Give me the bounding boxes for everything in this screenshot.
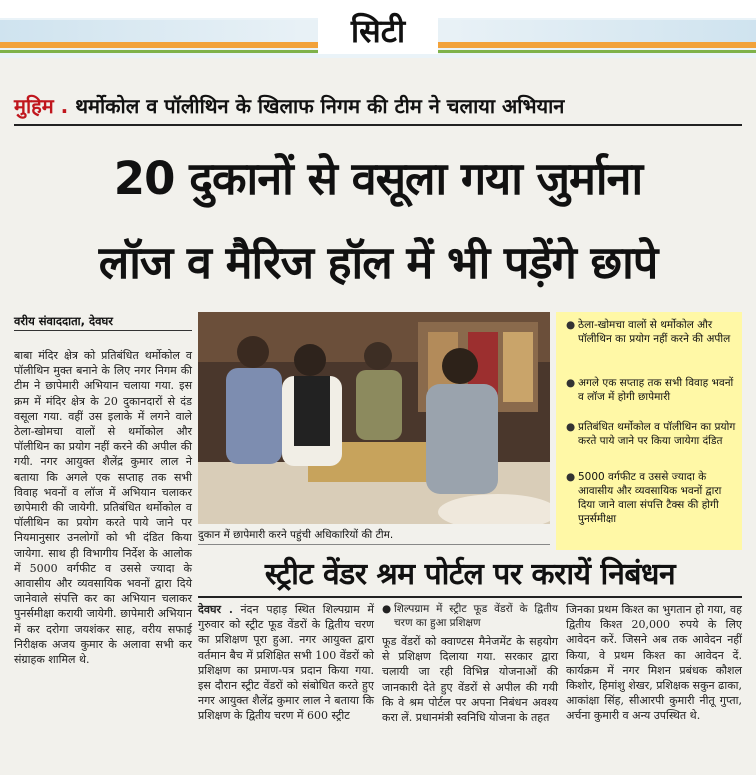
second-story-col-2: ● शिल्पग्राम में स्ट्रीट फूड वेंडरों के द्वितीय चरण का हुआ प्रशिक्षण फूड वेंडरों को क्वाण्टस मैनेजमेंट के सहयोग से प्रशिक्षण दिलाया गया. सरकार द्वारा चलायी जा रही विभिन्न योजनाओं की जानकारी देते हुए वेंडरों से अपील की गयी कि वे श्रम पोर्टल पर अपना निबंधन अवश्य करा लें. प्रधानमंत्री स्वनिधि योजना के तहत bbox=[382, 603, 558, 725]
kicker-text: थर्मोकोल व पॉलीथिन के खिलाफ निगम की टीम ने चलाया अभियान bbox=[68, 94, 565, 118]
byline: वरीय संवाददाता, देवघर bbox=[14, 314, 113, 328]
second-story-headline: स्ट्रीट वेंडर श्रम पोर्टल पर करायें निबंधन bbox=[264, 557, 676, 592]
pull-quote: ● शिल्पग्राम में स्ट्रीट फूड वेंडरों के द्वितीय चरण का हुआ प्रशिक्षण bbox=[382, 603, 558, 629]
headline-line-2: लॉज व मैरिज हॉल में भी पड़ेंगे छापे bbox=[98, 236, 658, 289]
second-story-col-1: देवघर . नंदन पहाड़ स्थित शिल्पग्राम में गुरुवार को स्ट्रीट फूड वेंडरों के द्वितीय चरण का प्रशिक्षण पूरा हुआ. नगर आयुक्त द्वारा वर्तमान बैच में प्रशिक्षित सभी 100 वेंडरों को प्रशिक्षण का प्रमाण-पत्र प्रदान किया गया. इस दौरान स्ट्रीट वेंडरों को संबोधित करते हुए नगर आयुक्त शैलेंद्र कुमार लाल ने बताया कि प्रशिक्षण के द्वितीय चरण में 600 स्ट्रीट bbox=[198, 603, 374, 723]
kicker bbox=[14, 92, 564, 119]
main-story-text: बाबा मंदिर क्षेत्र को प्रतिबंधित थर्मोकोल व पॉलीथिन मुक्त बनाने के लिए नगर निगम की टीम ने छापेमारी अभियान चलाया गया. इस क्रम में मंदिर क्षेत्र के 20 दुकानदारों से दंड वसूला गया. वहीं उस इलाके में लगने वाले ठेला-खोमचा वालों से थर्मोकोल और पॉलीथिन का प्रयोग नहीं करने की अपील की गयी. नगर आयुक्त शैलेंद्र कुमार लाल ने बताया कि अगले एक सप्ताह तक सभी विवाह भवनों व लॉज में अभियान चलाकर छापेमारी की जायेगी. प्रतिबंधित थर्मोकोल व पॉलीथिन का प्रयोग करते पाये जाने पर नियमानुसार उनलोगों को भी दंडित किया जायेगा. साथ ही विभागीय निर्देश के आलोक में 5000 वर्गफीट व उससे ज्यादा के आवासीय और व्यवसायिक भवनों द्वारा दिये जानेवाले संपत्ति कर का अभियान चलाकर पुनर्समीक्षा करायी जायेगी. छापेमारी अभियान में कर दरोगा जयशंकर साह, वरीय सफाई निरीक्षक अजय कुमार के अलावा सभी कर संग्राहक शामिल थे. bbox=[14, 349, 192, 667]
byline-rule bbox=[14, 330, 192, 331]
bullet-icon: ● bbox=[566, 377, 576, 389]
headline-line-1: 20 दुकानों से वसूला गया जुर्माना bbox=[113, 152, 643, 205]
highlight-item: ● अगले एक सप्ताह तक सभी विवाह भवनों व लॉज में होगी छापेमारी bbox=[566, 377, 734, 403]
dateline: देवघर . bbox=[198, 603, 233, 616]
highlight-item: ● ठेला-खोमचा वालों से थर्मोकोल और पॉलीथिन का प्रयोग नहीं करने की अपील bbox=[566, 319, 731, 345]
photo-rule bbox=[198, 544, 550, 545]
bullet-icon: ● bbox=[566, 319, 576, 331]
kicker-rule bbox=[14, 124, 742, 126]
news-photo bbox=[198, 312, 550, 524]
highlight-item: ● प्रतिबंधित थर्मोकोल व पॉलीथिन का प्रयोग करते पाये जाने पर किया जायेगा दंडित bbox=[566, 421, 736, 447]
photo-caption: दुकान में छापेमारी करने पहुंची अधिकारियों की टीम. bbox=[198, 529, 394, 541]
second-story-col-3: जिनका प्रथम किश्त का भुगतान हो गया, वह द्वितीय किश्त 20,000 रुपये के लिए आवेदन करें. जिसने अब तक आवेदन नहीं किया, वे प्रथम किश्त का आवेदन दें. कार्यक्रम में नगर मिशन प्रबंधक कौशल किशोर, हिमांशु शेखर, प्रशिक्षक सकुन ढाका, आकांक्षा सिंह, सीआरपी कुमारी नीतू गुप्ता, अर्चना कुमारी व अन्य उपस्थित थे. bbox=[566, 603, 742, 723]
bullet-icon: ● bbox=[382, 603, 392, 615]
highlight-item: ● 5000 वर्गफीट व उससे ज्यादा के आवासीय और व्यवसायिक भवनों द्वारा दिया जाने वाला संपत्ति टैक्स की होगी पुनर्समीक्षा bbox=[566, 471, 722, 525]
bullet-icon: ● bbox=[566, 421, 576, 433]
second-story-rule bbox=[198, 596, 742, 598]
news-photo-illustration bbox=[198, 312, 550, 524]
section-title: सिटी bbox=[318, 8, 438, 54]
kicker-label: मुहिम . bbox=[14, 94, 69, 118]
bullet-icon: ● bbox=[566, 471, 576, 483]
highlights-box bbox=[556, 312, 742, 550]
